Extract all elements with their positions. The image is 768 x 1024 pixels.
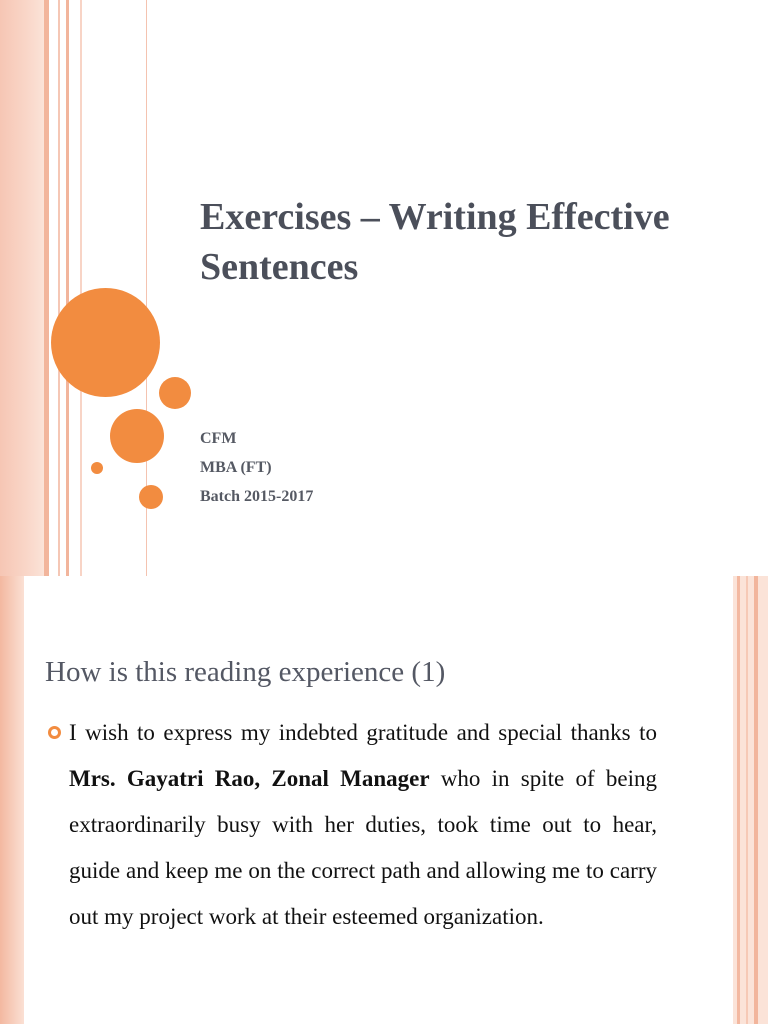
slide-heading: How is this reading experience (1): [45, 656, 446, 688]
decorative-circle-small: [159, 377, 191, 409]
decorative-line: [737, 576, 740, 1024]
bullet-paragraph: [69, 710, 657, 940]
subtitle-line: Batch 2015-2017: [200, 488, 314, 505]
circle-bullet-icon: [48, 726, 61, 739]
subtitle-line: MBA (FT): [200, 459, 272, 476]
decorative-line: [754, 576, 758, 1024]
decorative-circle-large: [51, 288, 160, 397]
decorative-line: [80, 0, 82, 576]
paragraph-text: who in spite of being extraordinarily busy with her duties, took time out to hear, guide and keep me on the correct path and allowing me to carry out my project work at their esteemed organization.: [69, 766, 657, 929]
content-slide: [0, 576, 768, 1024]
slide-title: Exercises – Writing Effective Sentences: [200, 196, 670, 288]
slide-subtitle-list: [200, 424, 313, 511]
decorative-stripe-band: [0, 576, 24, 1024]
decorative-stripe-band: [0, 0, 44, 576]
paragraph-text: I wish to express my indebted gratitude and special thanks to: [69, 720, 657, 745]
subtitle-line: CFM: [200, 430, 237, 447]
decorative-line: [44, 0, 49, 576]
paragraph-bold-name: Mrs. Gayatri Rao, Zonal Manager: [69, 766, 430, 791]
decorative-circle-small: [139, 485, 163, 509]
decorative-circle-medium: [110, 409, 164, 463]
decorative-line: [66, 0, 69, 576]
decorative-line: [746, 576, 748, 1024]
decorative-line: [58, 0, 60, 576]
decorative-circle-tiny: [91, 462, 103, 474]
